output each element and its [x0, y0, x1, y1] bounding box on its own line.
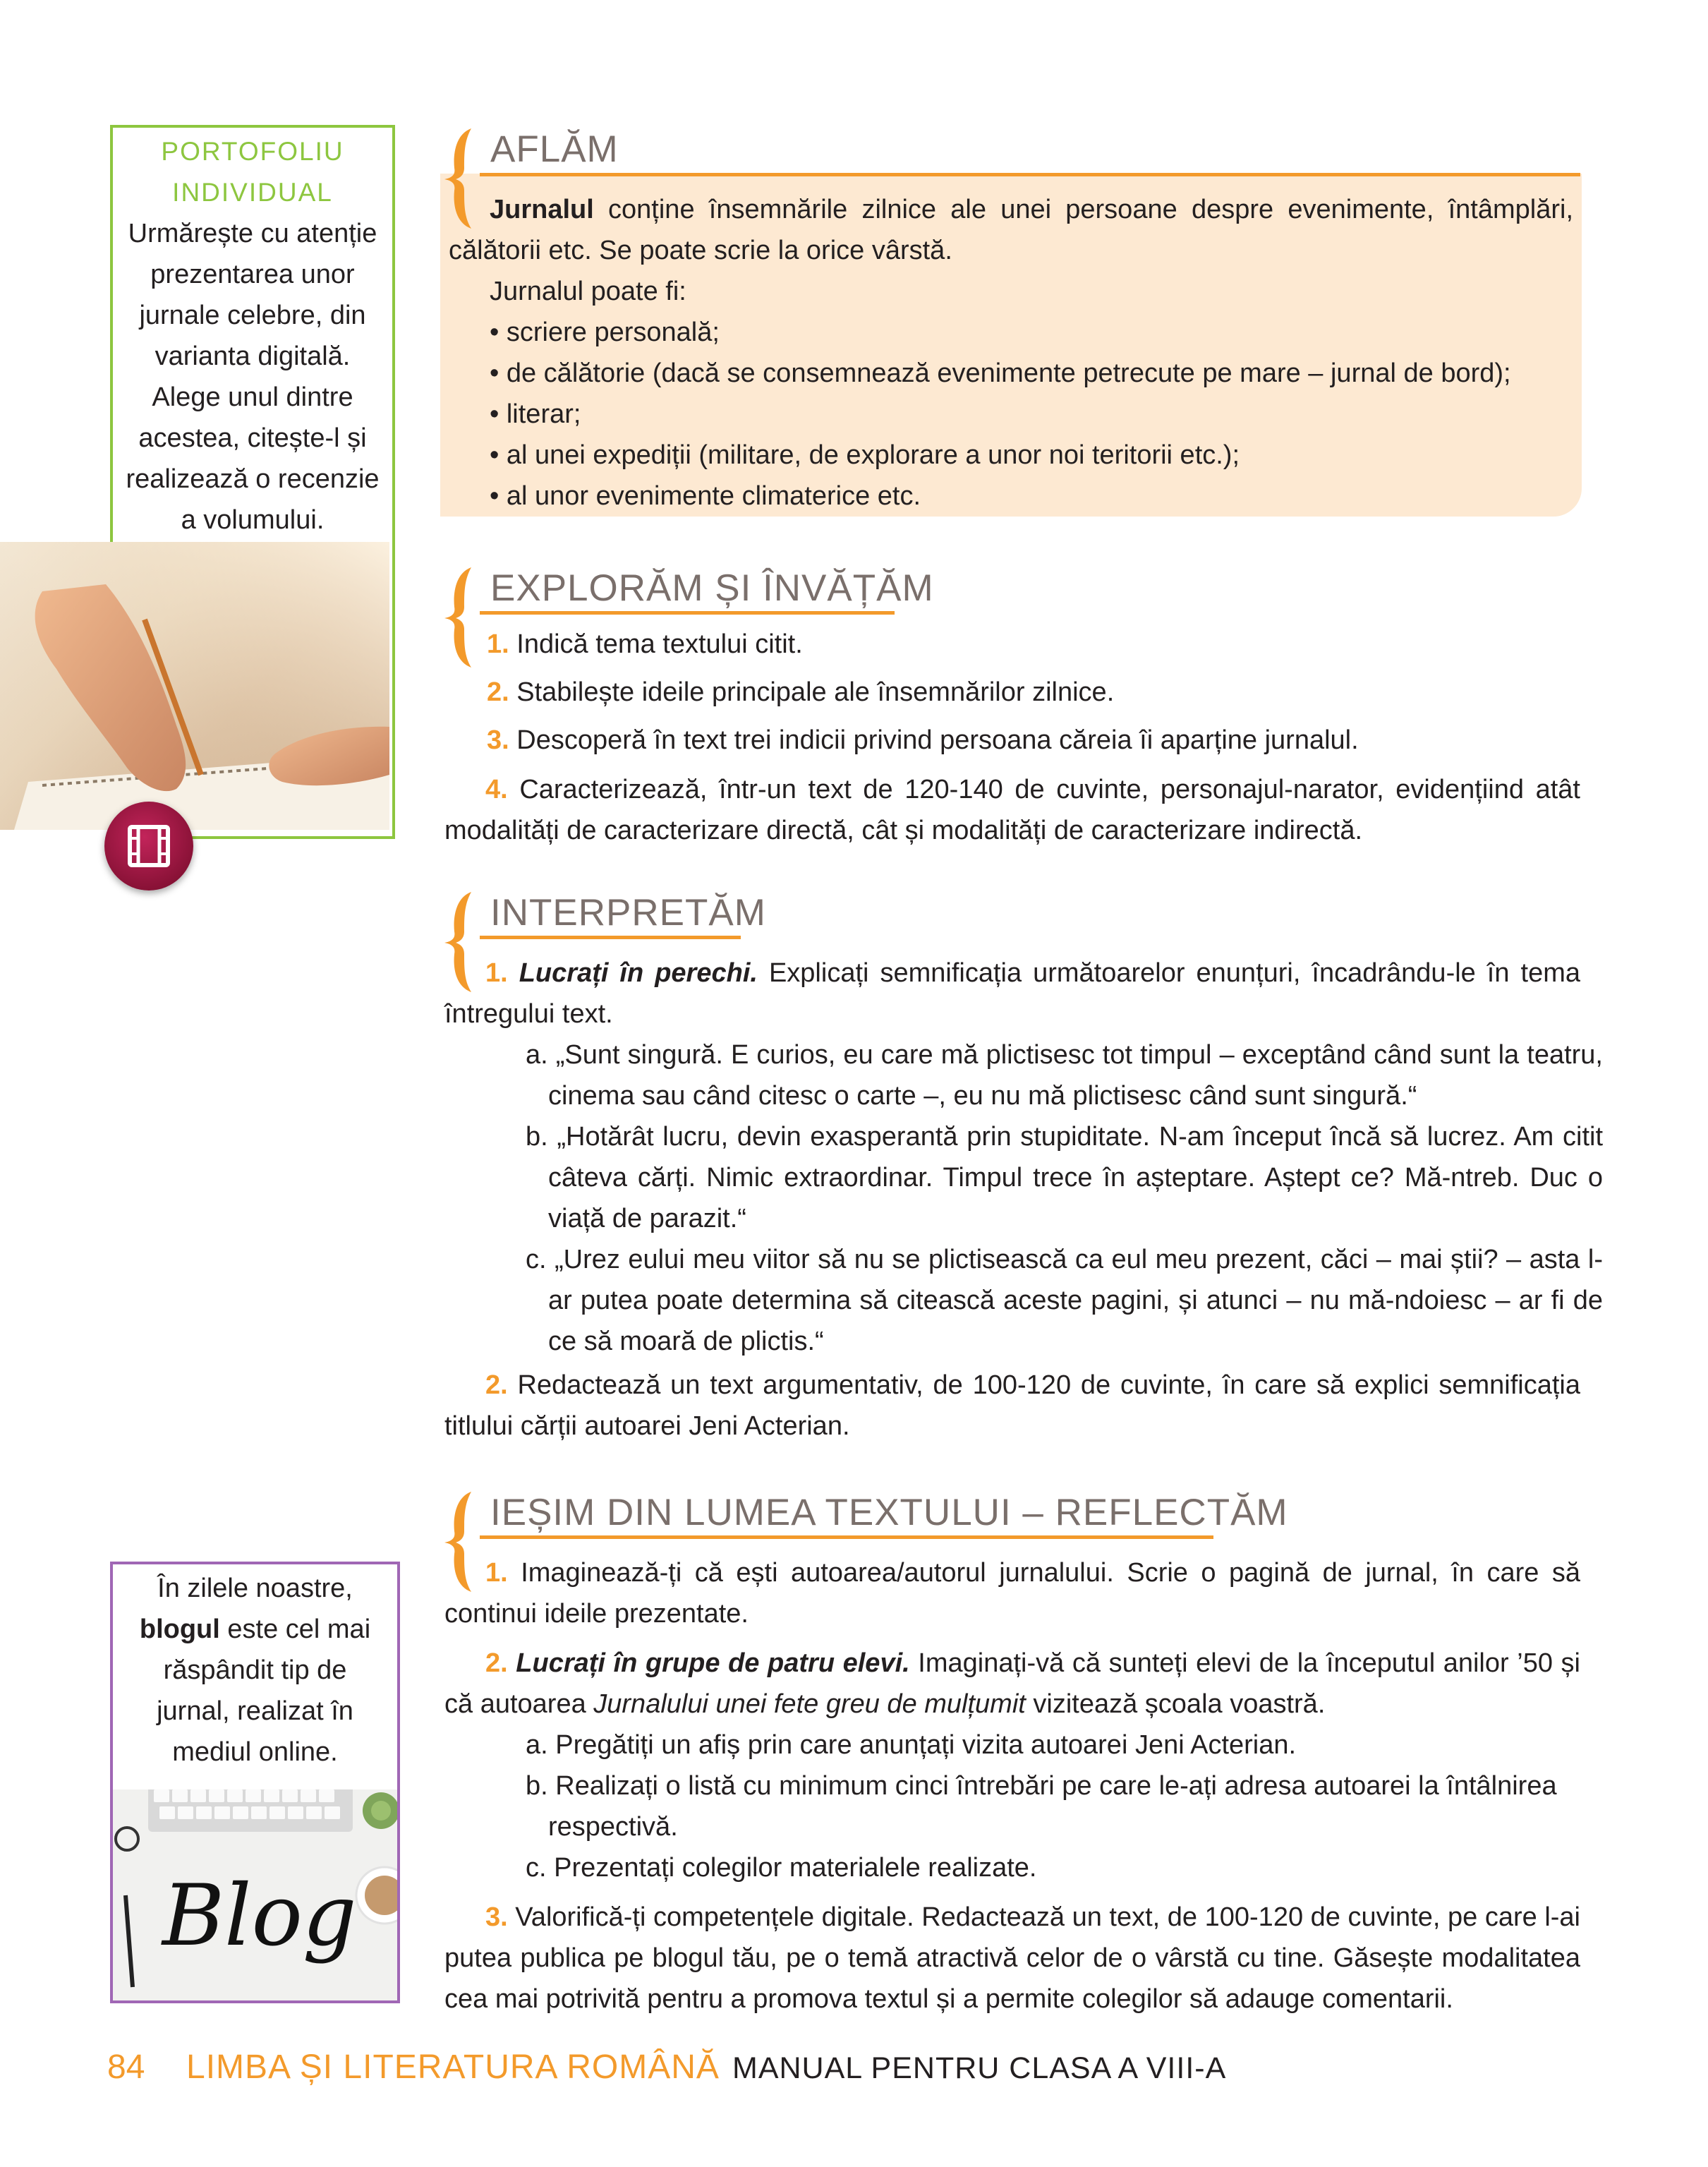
portfolio-title-line: INDIVIDUAL: [172, 178, 333, 207]
item-number: 2.: [487, 677, 509, 707]
footer-manual-title: MANUAL PENTRU CLASA A VIII-A: [732, 2051, 1227, 2085]
aflam-bullet-list: [490, 312, 1576, 517]
iesim-heading: IEȘIM DIN LUMEA TEXTULUI – REFLECTĂM: [490, 1492, 1288, 1533]
quote-label: c.: [526, 1245, 547, 1274]
aflam-definition-text: conține însemnările zilnice ale unei persoane despre evenimente, întâmplări, călătorii etc. Se poate scrie la orice vârstă.: [449, 195, 1573, 265]
item-text: Redactează un text argumentativ, de 100-120 de cuvinte, în care să explici semnificația titlului cărții autoarei Jeni Acterian.: [444, 1370, 1581, 1441]
iesim-item-2: [444, 1643, 1580, 1725]
portfolio-content: [113, 131, 392, 541]
iesim-subitem-c: [526, 1847, 1603, 1888]
subitem-label: b.: [526, 1771, 548, 1801]
item-text: Caracterizează, într-un text de 120-140 de cuvinte, personajul-narator, evidențiind atât modalități de caracterizare directă, cât și modalități de caracterizare indirectă.: [444, 775, 1580, 845]
interpretam-heading-underline: [480, 936, 741, 939]
blog-line: răspândit tip de: [163, 1655, 347, 1685]
section-bracket-icon: [436, 565, 478, 670]
portfolio-line: prezentarea unor: [150, 260, 355, 289]
quote-label: b.: [526, 1122, 548, 1152]
item-text: Descoperă în text trei indicii privind persoana căreia îi aparține jurnalul.: [516, 725, 1359, 755]
blog-line: [120, 1609, 390, 1650]
iesim-subitem-b: [526, 1765, 1603, 1847]
item-text: vizitează școala voastră.: [1025, 1689, 1326, 1719]
item-instruction: Lucrați în grupe de patru elevi.: [516, 1648, 910, 1678]
portfolio-body: [113, 213, 392, 541]
writing-hand-photo: [0, 542, 389, 830]
aflam-bullet: • al unor evenimente climaterice etc.: [490, 481, 921, 511]
item-text: Imaginează-ți că ești autoarea/autorul jurnalului. Scrie o pagină de jurnal, în care să continui ideile prezentate.: [444, 1558, 1580, 1629]
subitem-label: c.: [526, 1853, 547, 1883]
iesim-item-3: [444, 1897, 1580, 2020]
portfolio-line: Alege unul dintre: [152, 382, 353, 412]
blog-line: În zilele noastre,: [157, 1574, 353, 1603]
subitem-label: a.: [526, 1730, 548, 1760]
blog-line: mediul online.: [172, 1737, 338, 1767]
aflam-intro: Jurnalul poate fi:: [490, 277, 686, 306]
aflam-heading-underline: [480, 173, 1580, 176]
exploram-item-4: [444, 769, 1580, 851]
subitem-text: Prezentați colegilor materialele realizate.: [554, 1853, 1037, 1883]
interpretam-quote-b: [526, 1116, 1603, 1239]
item-number: 1.: [485, 1558, 508, 1588]
item-instruction: Lucrați în perechi.: [519, 958, 758, 988]
iesim-subitem-a: [526, 1725, 1603, 1765]
video-icon[interactable]: [104, 802, 193, 891]
blog-content: [120, 1568, 390, 1773]
item-number: 2.: [485, 1648, 508, 1678]
blog-desk-illustration: [113, 1789, 397, 2000]
portfolio-line: jurnale celebre, din: [139, 301, 366, 330]
blog-line: jurnal, realizat în: [157, 1696, 353, 1726]
portfolio-title: [113, 131, 392, 213]
subitem-text: Realizați o listă cu minimum cinci întrebări pe care le-ați adresa autoarei la întâlnirea respectivă.: [548, 1771, 1557, 1842]
aflam-term: Jurnalul: [490, 195, 594, 224]
item-number: 2.: [485, 1370, 508, 1400]
item-text: Imaginați-vă că sunteți elevi de la începutul anilor ’50 și că autoarea: [444, 1648, 1580, 1719]
interpretam-heading: INTERPRETĂM: [490, 892, 766, 934]
portfolio-line: realizează o recenzie: [126, 464, 380, 494]
aflam-bullet: • scriere personală;: [490, 318, 720, 347]
portfolio-line: a volumului.: [181, 505, 325, 535]
iesim-item-1: [444, 1552, 1580, 1634]
subitem-text: Pregătiți un afiș prin care anunțați vizita autoarei Jeni Acterian.: [555, 1730, 1297, 1760]
interpretam-quote-c: [526, 1239, 1603, 1362]
iesim-heading-underline: [480, 1535, 1213, 1539]
page-number: 84: [107, 2048, 145, 2086]
footer-subject: LIMBA ȘI LITERATURA ROMÂNĂ: [186, 2048, 720, 2086]
film-strip-icon: [104, 802, 193, 891]
item-text: Valorifică-ți competențele digitale. Redactează un text, de 100-120 de cuvinte, pe care l-ai putea publica pe blogul tău, pe o temă atractivă celor de o vârstă cu tine. Găsește modalitatea cea mai potrivită pentru a promova textul și a permite colegilor să adauge comentarii.: [444, 1902, 1580, 2014]
item-number: 3.: [487, 725, 509, 755]
aflam-heading: AFLĂM: [490, 128, 619, 170]
item-text: Indică tema textului citit.: [516, 629, 803, 659]
portfolio-line: Urmărește cu atenție: [128, 219, 377, 248]
blog-lettering: Blog: [162, 1867, 357, 1965]
item-number: 1.: [485, 958, 508, 988]
item-number: 1.: [487, 629, 509, 659]
quote-text: „Hotărât lucru, devin exasperantă prin stupiditate. N-am început încă să lucrez. Am citit câteva cărți. Nimic extraordinar. Timpul trece în așteptare. Aștept ce? Mă-ntreb. Duc o viață de parazit.“: [548, 1122, 1603, 1233]
exploram-heading: EXPLORĂM ȘI ÎNVĂȚĂM: [490, 567, 934, 609]
exploram-item-3: [487, 720, 1580, 761]
writing-hand-illustration: [0, 542, 389, 830]
exploram-item-2: [487, 672, 1580, 713]
blog-keyword: blogul: [139, 1614, 220, 1644]
aflam-definition: [449, 189, 1573, 271]
quote-label: a.: [526, 1040, 548, 1070]
quote-text: „Urez eului meu viitor să nu se plictisească ca eul meu prezent, căci – mai știi? – asta l-ar putea poate determina să citească aceste pagini, și atunci – nu mă-ndoiesc – ar fi de ce să moară de plictis.“: [548, 1245, 1603, 1356]
item-number: 3.: [485, 1902, 508, 1932]
item-text: Explicați semnificația următoarelor enunțuri, încadrându-le în tema întregului text.: [444, 958, 1580, 1029]
exploram-item-1: [487, 624, 1580, 665]
book-title: Jurnalului unei fete greu de mulțumit: [593, 1689, 1026, 1719]
blog-line-rest: este cel mai: [219, 1614, 371, 1644]
aflam-bullet: • literar;: [490, 399, 581, 429]
blog-photo: [113, 1789, 397, 2000]
portfolio-line: varianta digitală.: [155, 342, 351, 371]
portfolio-title-line: PORTOFOLIU: [161, 137, 344, 166]
aflam-bullet: • al unei expediții (militare, de explorare a unor noi teritorii etc.);: [490, 440, 1240, 470]
portfolio-line: acestea, citește-l și: [138, 423, 367, 453]
interpretam-item-2: [444, 1365, 1580, 1447]
quote-text: „Sunt singură. E curios, eu care mă plictisesc tot timpul – exceptând când sunt la teatru, cinema sau când citesc o carte –, eu nu mă plictisesc când sunt singură.“: [548, 1040, 1603, 1111]
interpretam-quote-a: [526, 1034, 1603, 1116]
item-number: 4.: [485, 775, 508, 804]
aflam-bullet: • de călătorie (dacă se consemnează evenimente petrecute pe mare – jurnal de bord);: [490, 358, 1511, 388]
exploram-heading-underline: [480, 611, 895, 615]
item-text: Stabilește ideile principale ale însemnărilor zilnice.: [516, 677, 1115, 707]
interpretam-item-1: [444, 953, 1580, 1034]
